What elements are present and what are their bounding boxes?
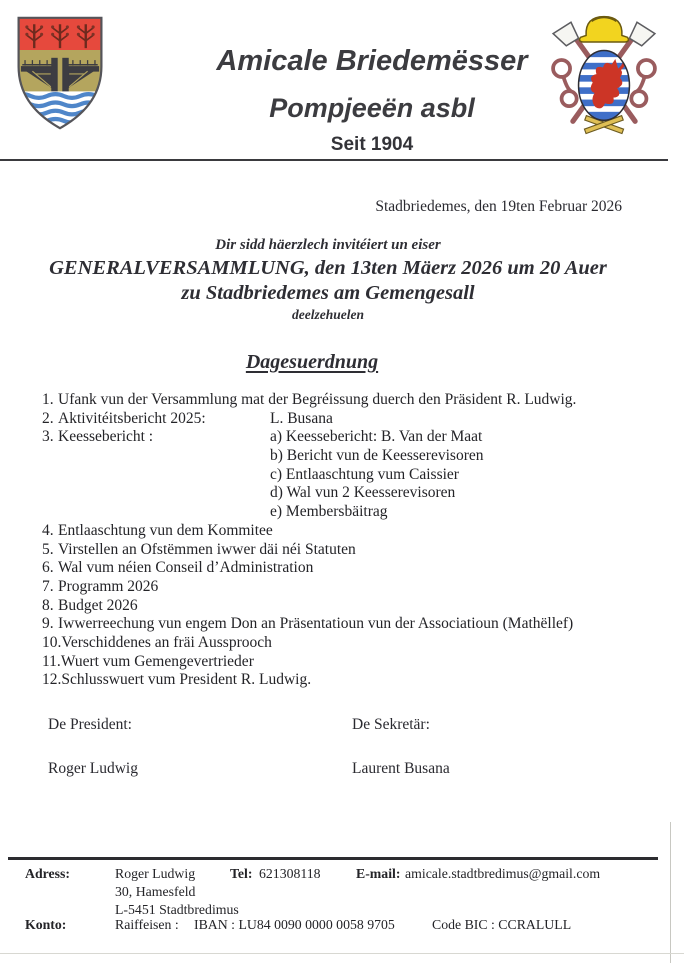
agenda-item-6 — [42, 559, 652, 578]
header-divider — [0, 159, 668, 161]
footer-divider — [8, 857, 658, 860]
item-detail: L. Busana — [270, 409, 333, 427]
item-number: 6. — [42, 559, 54, 577]
item-number: 3. — [42, 428, 54, 446]
item-text: Programm 2026 — [58, 577, 159, 595]
item-detail: c) Entlaaschtung vum Caissier — [270, 465, 459, 483]
agenda-item-2 — [42, 410, 652, 429]
president-role-label: De President: — [48, 716, 132, 733]
item-number: 2. — [42, 409, 54, 427]
bic-value: Code BIC : CCRALULL — [432, 917, 572, 932]
agenda-title: Dagesuerdnung — [245, 351, 379, 373]
agenda-item-4 — [42, 522, 652, 541]
invitation-intro: Dir sidd häerzlech invitéiert un eiser — [215, 237, 441, 253]
item-detail: a) Keessebericht: B. Van der Maat — [270, 428, 483, 446]
agenda-item-3-sub-e — [42, 503, 652, 522]
agenda-item-9 — [42, 615, 652, 634]
email-value: amicale.stadtbredimus@gmail.com — [405, 866, 601, 881]
scan-edge-horizontal-line — [0, 953, 684, 954]
item-text: Iwwerreechung vun engem Don an Präsentatioun vun der Associatioun (Mathëllef) — [58, 615, 574, 633]
dateline: Stadbriedemes, den 19ten Februar 2026 — [375, 198, 622, 215]
bank-name: Raiffeisen : — [115, 917, 179, 932]
item-detail: b) Bericht vun de Keesserevisoren — [270, 447, 484, 465]
tel-label: Tel: — [230, 866, 253, 881]
org-name-line1: Amicale Briedemësser — [216, 45, 528, 77]
agenda-item-7 — [42, 578, 652, 597]
address-street: 30, Hamesfeld — [115, 884, 196, 899]
agenda-item-8 — [42, 597, 652, 616]
item-text: Aktivitéitsbericht 2025: — [58, 409, 206, 427]
agenda-item-3-sub-d — [42, 484, 652, 503]
item-text: Entlaaschtung vun dem Kommitee — [58, 521, 273, 539]
invitation-block — [0, 236, 656, 323]
item-text: Schlusswuert vum President R. Ludwig. — [61, 671, 312, 689]
agenda-item-3-sub-c — [42, 466, 652, 485]
item-number: 12. — [42, 671, 62, 689]
item-text: Wal vum néien Conseil d’Administration — [58, 559, 314, 577]
firefighter-emblem-icon — [542, 10, 666, 147]
letterhead — [160, 44, 584, 156]
item-text: Keessebericht : — [58, 428, 154, 446]
invitation-place: zu Stadbriedemes am Gemengesall — [181, 282, 475, 304]
konto-label: Konto: — [25, 917, 67, 932]
item-number: 4. — [42, 521, 54, 539]
invitation-outro: deelzehuelen — [292, 307, 364, 322]
invitation-main: GENERALVERSAMMLUNG, den 13ten Mäerz 2026 um 20 Auer — [49, 257, 607, 279]
agenda-item-10 — [42, 634, 652, 653]
agenda-item-3 — [42, 428, 652, 447]
item-text: Verschiddenes an fräi Aussprooch — [61, 633, 272, 651]
agenda-item-5 — [42, 541, 652, 560]
address-name: Roger Ludwig — [115, 866, 196, 881]
agenda-item-3-sub-b — [42, 447, 652, 466]
item-text: Budget 2026 — [58, 596, 138, 614]
iban-value: IBAN : LU84 0090 0000 0058 9705 — [194, 917, 395, 932]
item-number: 8. — [42, 596, 54, 614]
agenda-list — [42, 391, 652, 690]
item-number: 10. — [42, 633, 62, 651]
org-name-line2: Pompjeeën asbl — [269, 93, 475, 123]
tel-value: 621308118 — [259, 866, 321, 881]
item-number: 9. — [42, 615, 54, 633]
secretary-role-label: De Sekretär: — [352, 716, 430, 733]
email-label: E-mail: — [356, 866, 401, 881]
item-number: 7. — [42, 577, 54, 595]
item-number: 1. — [42, 391, 54, 408]
stadtbredimus-coat-of-arms-icon — [14, 8, 106, 143]
address-city: L-5451 Stadtbredimus — [115, 902, 239, 917]
scan-edge-vertical-line — [670, 822, 671, 963]
agenda-item-11 — [42, 653, 652, 672]
address-label: Adress: — [25, 866, 70, 881]
secretary-name: Laurent Busana — [352, 760, 450, 777]
president-name: Roger Ludwig — [48, 760, 138, 777]
agenda-item-12 — [42, 671, 652, 690]
item-detail: e) Membersbäitrag — [270, 503, 388, 521]
org-since: Seit 1904 — [330, 134, 414, 155]
agenda-title-wrap — [0, 351, 624, 374]
item-detail: d) Wal vun 2 Keesserevisoren — [270, 484, 456, 502]
item-number: 11. — [42, 652, 61, 670]
item-number: 5. — [42, 540, 54, 558]
agenda-item-1 — [42, 391, 652, 410]
item-text: Wuert vum Gemengevertrieder — [60, 652, 254, 670]
item-text: Virstellen an Ofstëmmen iwwer däi néi Statuten — [58, 540, 356, 558]
item-text: Ufank vun der Versammlung mat der Begréissung duerch den Präsident R. Ludwig. — [58, 391, 577, 408]
